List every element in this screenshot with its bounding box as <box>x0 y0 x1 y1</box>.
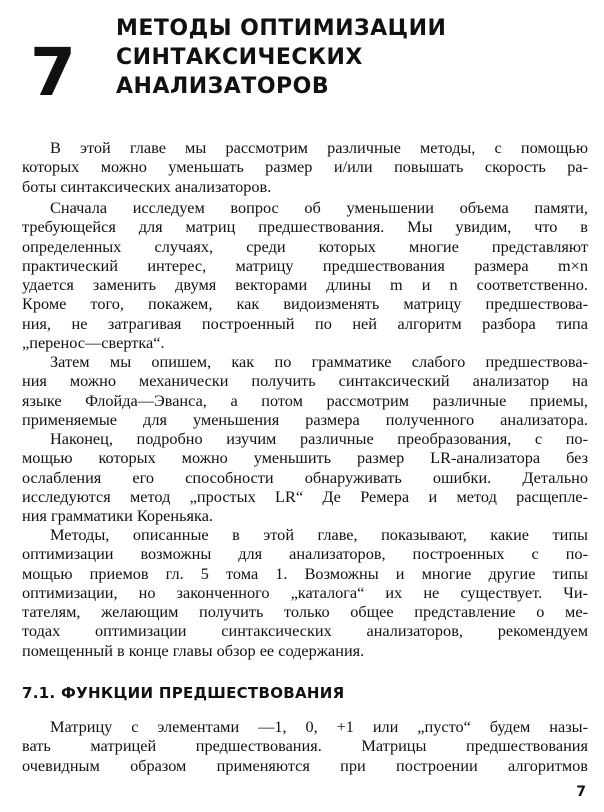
section-heading: 7.1. ФУНКЦИИ ПРЕДШЕСТВОВАНИЯ <box>22 684 345 702</box>
text-line: оптимизации возможны для анализаторов, построенных с по- <box>22 544 588 564</box>
text-line: мощью приемов гл. 5 тома 1. Возможны и многие другие типы <box>22 563 588 583</box>
text-line: ния можно механически получить синтаксический анализатор на <box>22 371 588 391</box>
text-line: боты синтаксических анализаторов. <box>22 176 272 196</box>
chapter-title-line: МЕТОДЫ ОПТИМИЗАЦИИ <box>116 16 447 41</box>
text-line: „перенос—свертка“. <box>22 333 165 353</box>
text-line: ния грамматики Кореньяка. <box>22 506 213 526</box>
text-line: Затем мы опишем, как по грамматике слабого предшествова- <box>50 352 588 371</box>
text-line: практический интерес, матрицу предшествования размера m×n <box>22 255 588 275</box>
text-line: требующейся для матриц предшествования. Мы увидим, что в <box>22 217 588 237</box>
chapter-title <box>116 14 446 101</box>
page-number: 7 <box>576 784 586 800</box>
text-line: языке Флойда—Эванса, а потом рассмотрим различные приемы, <box>22 390 588 410</box>
paragraph-summary <box>22 525 588 660</box>
text-line: тателям, желающим получить только общее представление о ме- <box>22 602 588 622</box>
chapter-number: 7 <box>30 34 74 111</box>
text-line: В этой главе мы рассмотрим различные методы, с помощью <box>50 138 588 157</box>
text-line: применяемые для уменьшения размера полученного анализатора. <box>22 409 588 429</box>
text-line: ослабления его способности обнаруживать ошибки. Детально <box>22 467 588 487</box>
paragraph-intro <box>22 138 588 196</box>
text-line: Методы, описанные в этой главе, показывают, какие типы <box>50 525 588 544</box>
text-line: очевидным образом применяются при построении алгоритмов <box>22 755 588 775</box>
paragraph-floyd-evans <box>22 352 588 429</box>
text-line: исследуются метод „простых LR“ Де Ремера и метод расщепле- <box>22 486 588 506</box>
chapter-title-line: АНАЛИЗАТОРОВ <box>116 74 330 99</box>
text-line: ния, не затрагивая построенный по ней алгоритм разбора типа <box>22 313 588 333</box>
text-line: Матрицу с элементами —1, 0, +1 или „пусто“ будем назы- <box>50 717 588 736</box>
text-line: которых можно уменьшать размер и/или повышать скорость ра- <box>22 157 588 177</box>
text-line: удается заменить двумя векторами длины m и n соответственно. <box>22 275 588 295</box>
text-line: определенных случаях, среди которых многие представляют <box>22 236 588 256</box>
text-line: Кроме того, покажем, как видоизменять матрицу предшествова- <box>22 294 588 314</box>
text-line: помещенный в конце главы обзор ее содержания. <box>22 640 365 660</box>
paragraph-lr <box>22 429 588 525</box>
text-line: вать матрицей предшествования. Матрицы предшествования <box>22 736 588 756</box>
section-paragraph <box>22 717 588 775</box>
chapter-title-line: СИНТАКСИЧЕСКИХ <box>116 45 363 70</box>
text-line: мощью которых можно уменьшить размер LR-анализатора без <box>22 448 588 468</box>
text-line: Сначала исследуем вопрос об уменьшении объема памяти, <box>50 198 588 217</box>
text-line: Наконец, подробно изучим различные преобразования, с по- <box>50 429 588 448</box>
paragraph-memory <box>22 198 588 352</box>
text-line: тодах оптимизации синтаксических анализаторов, рекомендуем <box>22 621 588 641</box>
text-line: оптимизации, но законченного „каталога“ их не существует. Чи- <box>22 582 588 602</box>
